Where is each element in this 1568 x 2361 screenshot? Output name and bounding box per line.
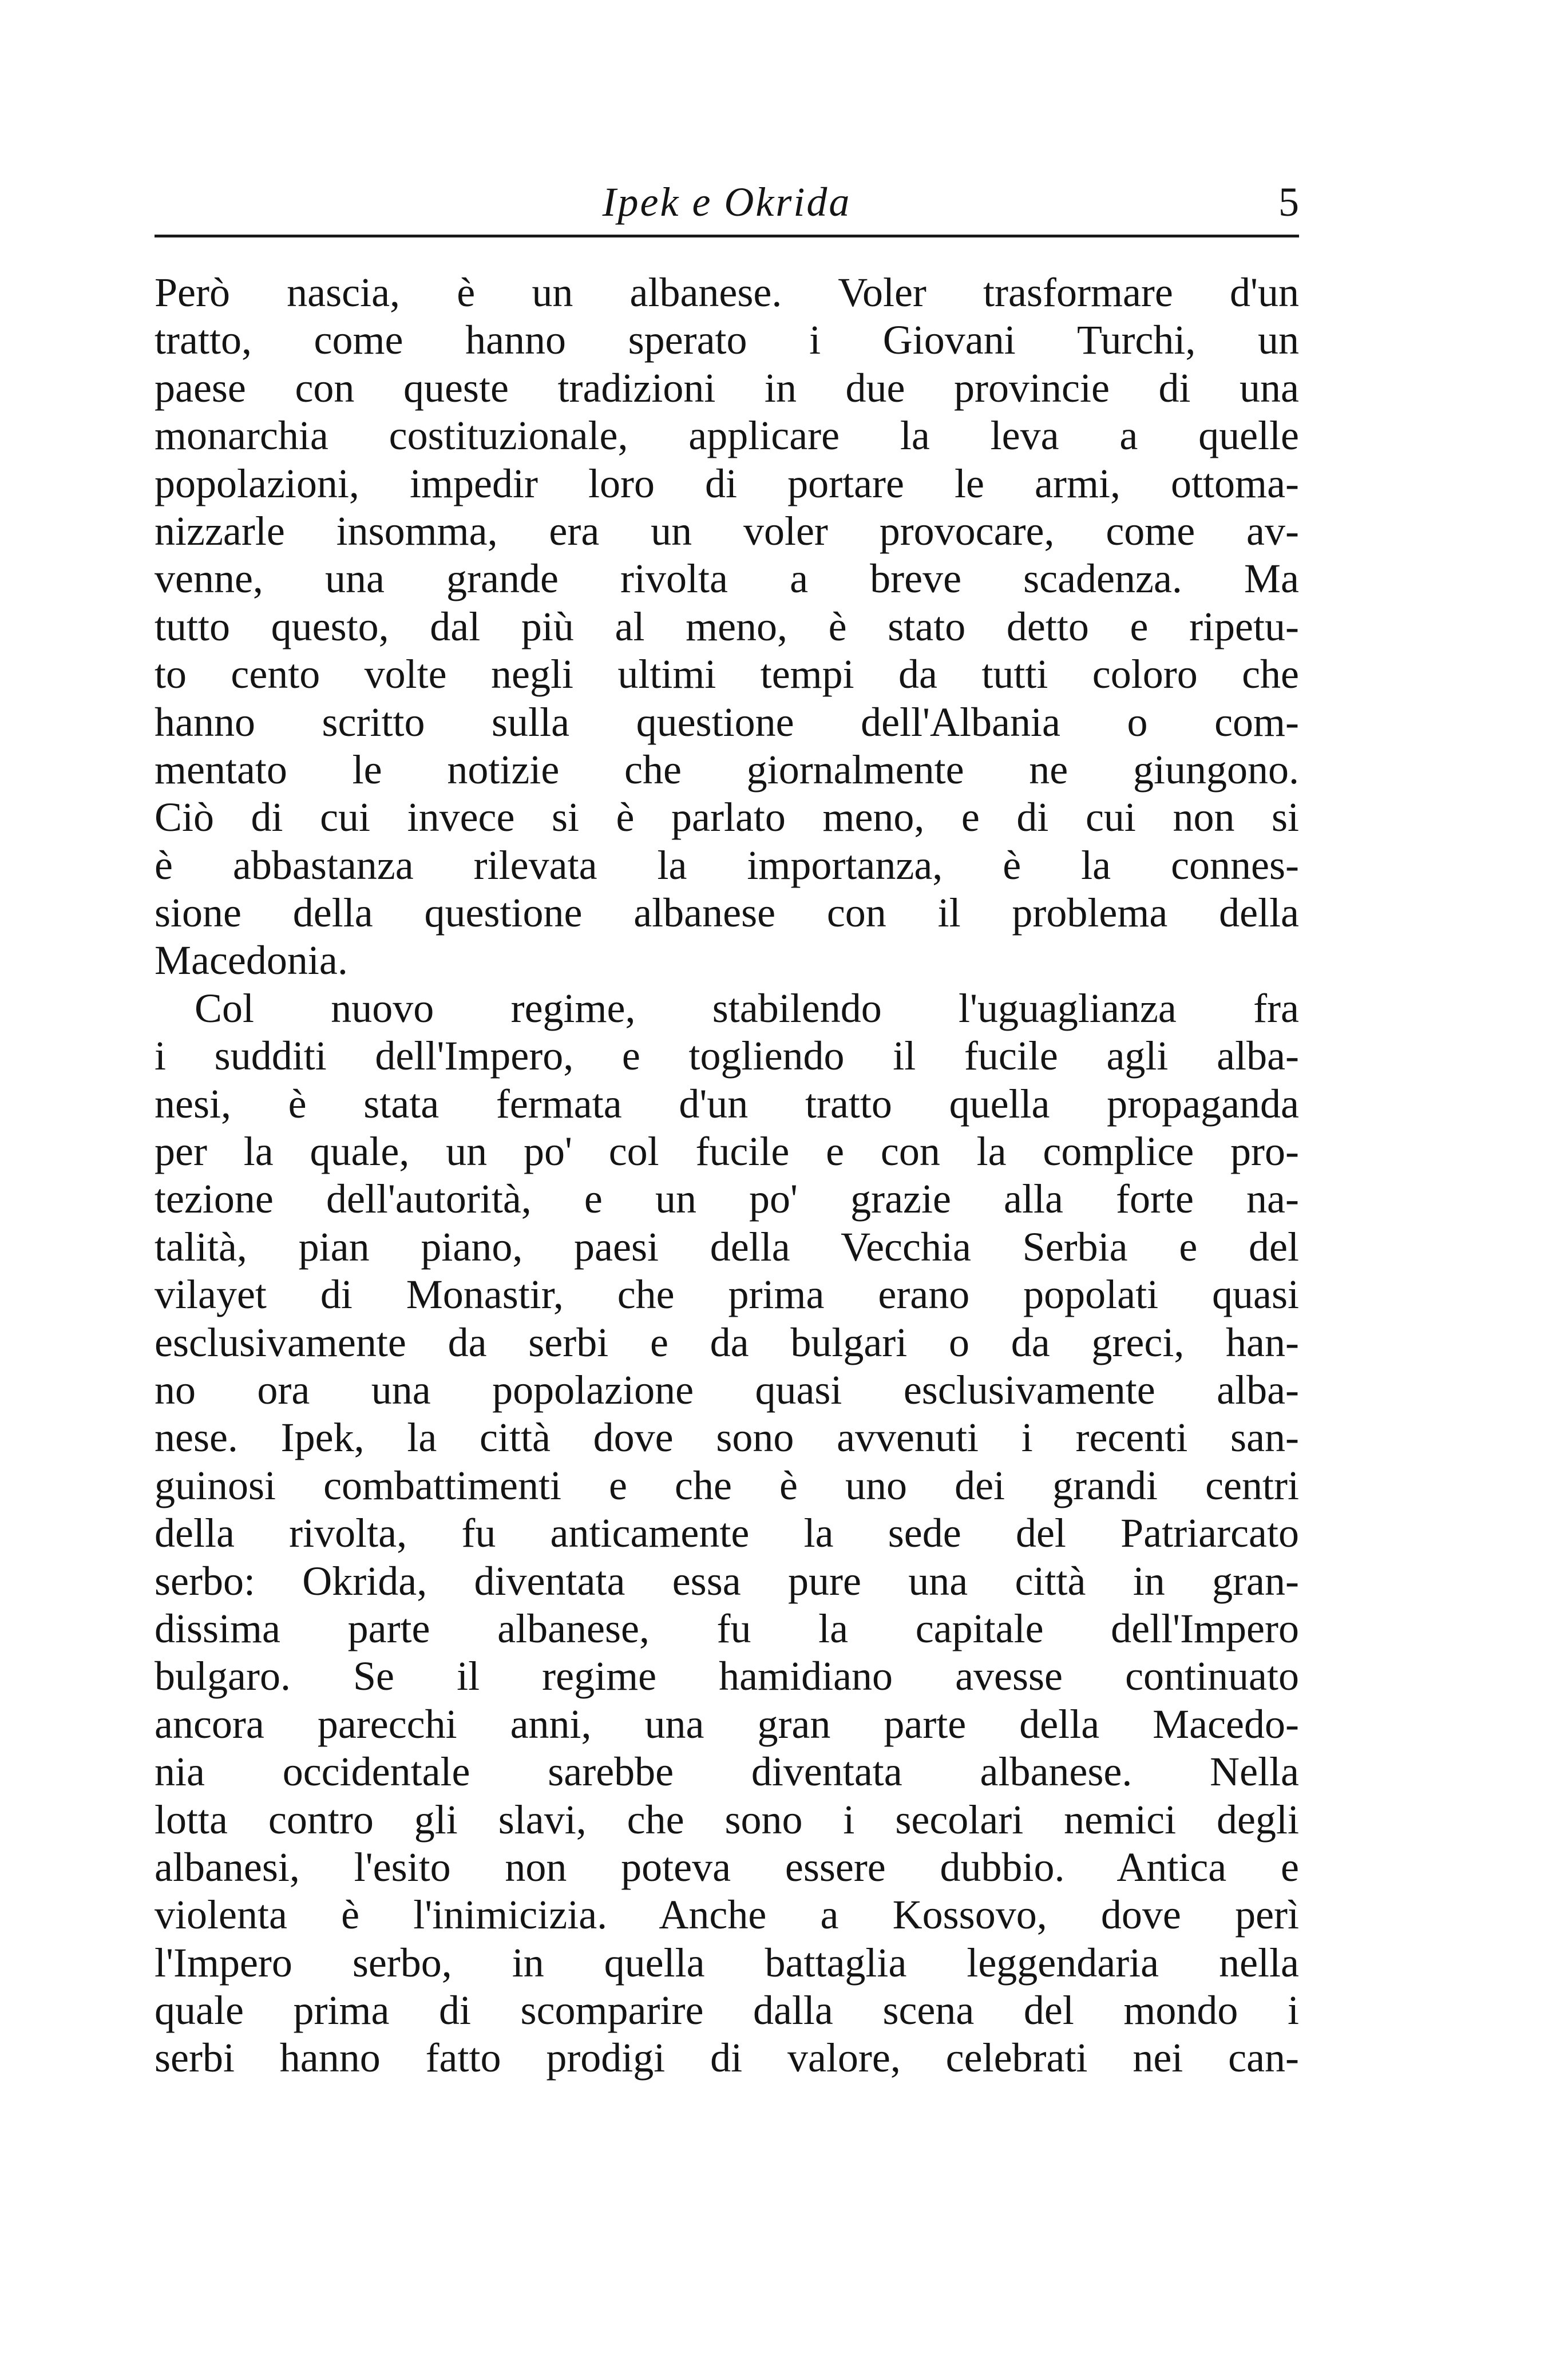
text-line: nesi, è stata fermata d'un tratto quella propaganda <box>155 1080 1299 1127</box>
text-line: i sudditi dell'Impero, e togliendo il fucile agli alba- <box>155 1033 1299 1079</box>
text-line: paese con queste tradizioni in due provincie di una <box>155 365 1299 411</box>
text-line: nese. Ipek, la città dove sono avvenuti i recenti san- <box>155 1415 1299 1461</box>
text-line: lotta contro gli slavi, che sono i secolari nemici degli <box>155 1796 1299 1843</box>
running-title: Ipek e Okrida <box>602 179 852 225</box>
text-line: dissima parte albanese, fu la capitale dell'Impero <box>155 1605 1299 1651</box>
page-number: 5 <box>1278 179 1299 225</box>
book-page <box>155 0 1299 2361</box>
body-text <box>155 269 1299 2082</box>
page-header <box>155 172 1299 235</box>
text-line: guinosi combattimenti e che è uno dei grandi centri <box>155 1462 1299 1508</box>
text-line: vilayet di Monastir, che prima erano popolati quasi <box>155 1271 1299 1318</box>
text-line: ancora parecchi anni, una gran parte della Macedo- <box>155 1701 1299 1747</box>
text-line: no ora una popolazione quasi esclusivamente alba- <box>155 1366 1299 1413</box>
text-line: quale prima di scomparire dalla scena del mondo i <box>155 1987 1299 2034</box>
text-line: albanesi, l'esito non poteva essere dubbio. Antica e <box>155 1844 1299 1890</box>
header-rule <box>155 235 1299 237</box>
text-line: esclusivamente da serbi e da bulgari o da greci, han- <box>155 1319 1299 1365</box>
text-line: per la quale, un po' col fucile e con la complice pro- <box>155 1128 1299 1175</box>
text-line: Però nascia, è un albanese. Voler trasformare d'un <box>155 270 1299 315</box>
text-line: Ciò di cui invece si è parlato meno, e di cui non si <box>155 794 1299 841</box>
text-line: Macedonia. <box>155 937 348 984</box>
text-line: nizzarle insomma, era un voler provocare, come av- <box>155 508 1299 554</box>
text-line: monarchia costituzionale, applicare la leva a quelle <box>155 413 1299 459</box>
text-line: è abbastanza rilevata la importanza, è la connes- <box>155 842 1299 888</box>
text-line: hanno scritto sulla questione dell'Albania o com- <box>155 699 1299 745</box>
text-line: Col nuovo regime, stabilendo l'uguaglianza fra <box>195 985 1299 1031</box>
text-line: sione della questione albanese con il problema della <box>155 890 1299 936</box>
text-line: mentato le notizie che giornalmente ne giungono. <box>155 746 1299 793</box>
text-line: talità, pian piano, paesi della Vecchia Serbia e del <box>155 1223 1299 1270</box>
text-line: serbo: Okrida, diventata essa pure una città in gran- <box>155 1558 1299 1604</box>
text-line: bulgaro. Se il regime hamidiano avesse continuato <box>155 1653 1299 1700</box>
text-line: popolazioni, impedir loro di portare le armi, ottoma- <box>155 460 1299 506</box>
text-line: serbi hanno fatto prodigi di valore, celebrati nei can- <box>155 2035 1299 2081</box>
text-line: della rivolta, fu anticamente la sede del Patriarcato <box>155 1510 1299 1556</box>
text-line: venne, una grande rivolta a breve scadenza. Ma <box>155 556 1299 602</box>
text-line: to cento volte negli ultimi tempi da tutti coloro che <box>155 651 1299 698</box>
text-line: l'Impero serbo, in quella battaglia leggendaria nella <box>155 1939 1299 1986</box>
text-line: nia occidentale sarebbe diventata albanese. Nella <box>155 1749 1299 1795</box>
text-line: tratto, come hanno sperato i Giovani Turchi, un <box>155 317 1299 363</box>
text-line: tutto questo, dal più al meno, è stato detto e ripetu- <box>155 603 1299 649</box>
text-line: violenta è l'inimicizia. Anche a Kossovo, dove perì <box>155 1892 1299 1938</box>
text-line: tezione dell'autorità, e un po' grazie alla forte na- <box>155 1176 1299 1222</box>
